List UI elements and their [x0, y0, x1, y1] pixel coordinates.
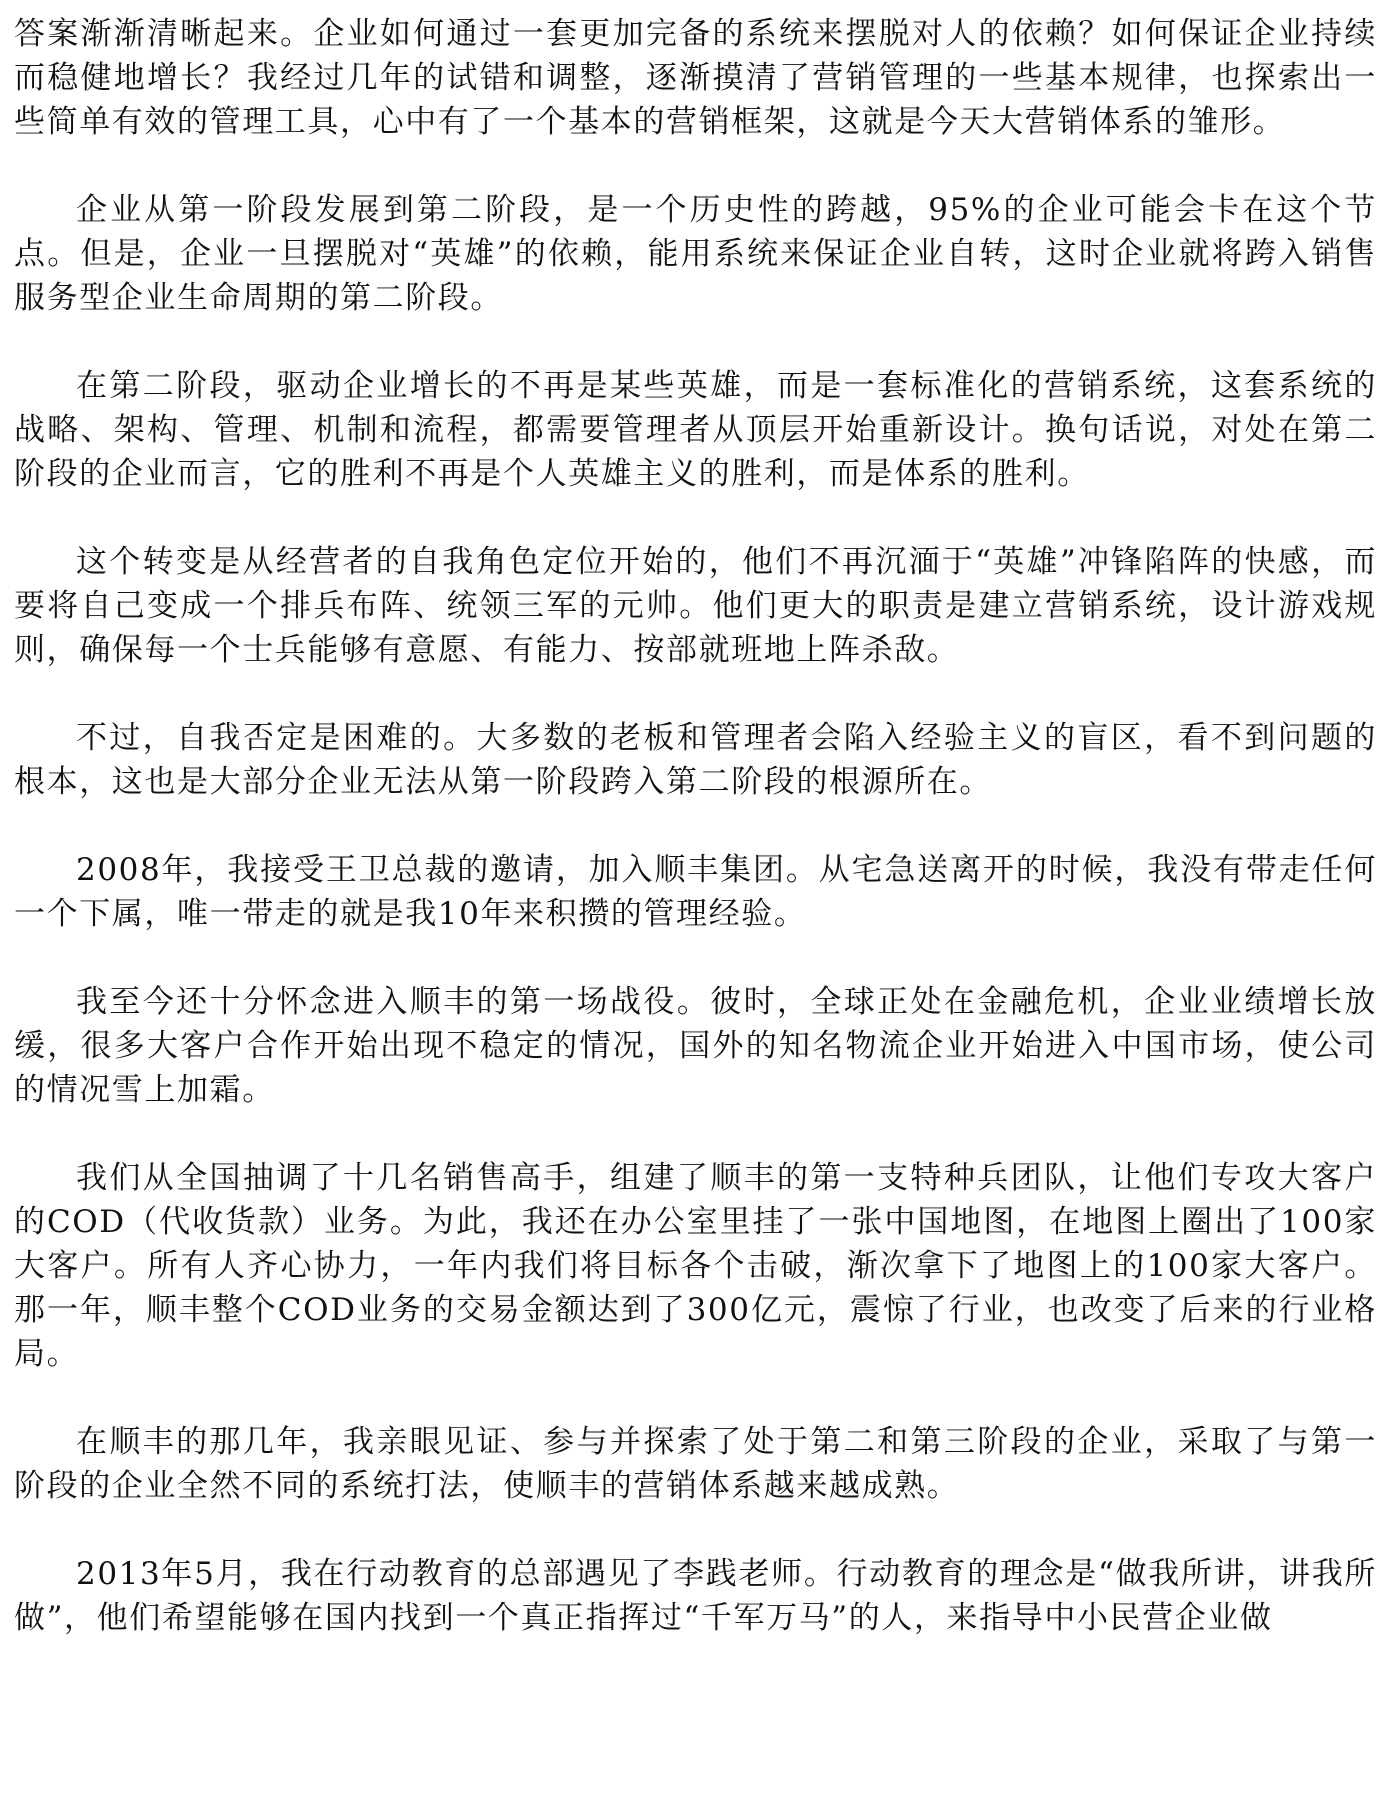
- paragraph: 2008年，我接受王卫总裁的邀请，加入顺丰集团。从宅急送离开的时候，我没有带走任何一个下属，唯一带走的就是我10年来积攒的管理经验。: [14, 852, 1377, 932]
- paragraph: 不过，自我否定是困难的。大多数的老板和管理者会陷入经验主义的盲区，看不到问题的根本，这也是大部分企业无法从第一阶段跨入第二阶段的根源所在。: [14, 720, 1377, 800]
- paragraph: 答案渐渐清晰起来。企业如何通过一套更加完备的系统来摆脱对人的依赖？如何保证企业持续而稳健地增长？我经过几年的试错和调整，逐渐摸清了营销管理的一些基本规律，也探索出一些简单有效的管理工具，心中有了一个基本的营销框架，这就是今天大营销体系的雏形。: [14, 16, 1377, 140]
- paragraph: 2013年5月，我在行动教育的总部遇见了李践老师。行动教育的理念是“做我所讲，讲我所做”，他们希望能够在国内找到一个真正指挥过“千军万马”的人，来指导中小民营企业做: [14, 1556, 1377, 1636]
- paragraph: 在第二阶段，驱动企业增长的不再是某些英雄，而是一套标准化的营销系统，这套系统的战略、架构、管理、机制和流程，都需要管理者从顶层开始重新设计。换句话说，对处在第二阶段的企业而言，它的胜利不再是个人英雄主义的胜利，而是体系的胜利。: [14, 368, 1377, 492]
- paragraph: 这个转变是从经营者的自我角色定位开始的，他们不再沉湎于“英雄”冲锋陷阵的快感，而要将自己变成一个排兵布阵、统领三军的元帅。他们更大的职责是建立营销系统，设计游戏规则，确保每一个士兵能够有意愿、有能力、按部就班地上阵杀敌。: [14, 544, 1377, 668]
- paragraph: 在顺丰的那几年，我亲眼见证、参与并探索了处于第二和第三阶段的企业，采取了与第一阶段的企业全然不同的系统打法，使顺丰的营销体系越来越成熟。: [14, 1424, 1377, 1504]
- paragraph: 我们从全国抽调了十几名销售高手，组建了顺丰的第一支特种兵团队，让他们专攻大客户的COD（代收货款）业务。为此，我还在办公室里挂了一张中国地图，在地图上圈出了100家大客户。所有人齐心协力，一年内我们将目标各个击破，渐次拿下了地图上的100家大客户。那一年，顺丰整个COD业务的交易金额达到了300亿元，震惊了行业，也改变了后来的行业格局。: [14, 1160, 1377, 1372]
- paragraph: 企业从第一阶段发展到第二阶段，是一个历史性的跨越，95%的企业可能会卡在这个节点。但是，企业一旦摆脱对“英雄”的依赖，能用系统来保证企业自转，这时企业就将跨入销售服务型企业生命周期的第二阶段。: [14, 192, 1377, 316]
- paragraph: 我至今还十分怀念进入顺丰的第一场战役。彼时，全球正处在金融危机，企业业绩增长放缓，很多大客户合作开始出现不稳定的情况，国外的知名物流企业开始进入中国市场，使公司的情况雪上加霜。: [14, 984, 1377, 1108]
